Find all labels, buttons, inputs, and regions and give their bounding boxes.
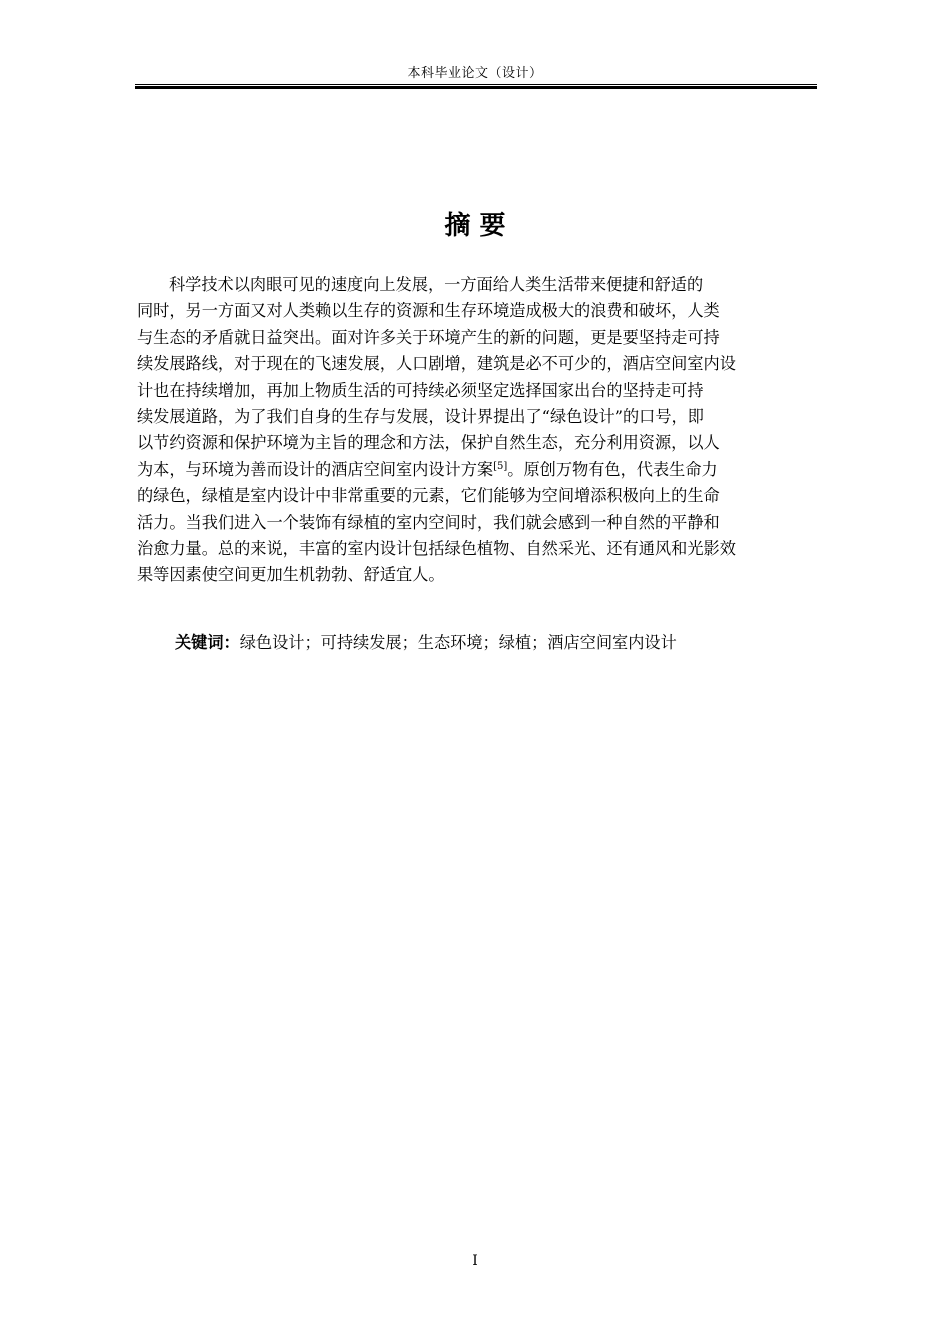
abstract-line: 续发展道路，为了我们自身的生存与发展，设计界提出了“绿色设计”的口号，即 <box>137 407 704 427</box>
abstract-body <box>137 272 817 589</box>
abstract-line: 续发展路线，对于现在的飞速发展，人口剧增，建筑是必不可少的，酒店空间室内设 <box>137 354 736 374</box>
keywords-value: 绿色设计；可持续发展；生态环境；绿植；酒店空间室内设计 <box>239 633 677 652</box>
abstract-line-with-citation <box>137 457 817 483</box>
keywords-label: 关键词： <box>175 633 240 652</box>
citation-marker: [5] <box>493 460 508 472</box>
abstract-line-text: 为本，与环境为善而设计的酒店空间室内设计方案 <box>137 459 494 479</box>
abstract-line: 计也在持续增加，再加上物质生活的可持续必须坚定选择国家出台的坚持走可持 <box>137 380 704 400</box>
abstract-line: 活力。当我们进入一个装饰有绿植的室内空间时，我们就会感到一种自然的平静和 <box>137 512 720 532</box>
abstract-line: 科学技术以肉眼可见的速度向上发展，一方面给人类生活带来便捷和舒适的 <box>169 275 704 294</box>
abstract-line: 果等因素使空间更加生机勃勃、舒适宜人。 <box>137 565 445 585</box>
abstract-line: 同时，另一方面又对人类赖以生存的资源和生存环境造成极大的浪费和破坏，人类 <box>137 301 720 321</box>
abstract-line: 治愈力量。总的来说，丰富的室内设计包括绿色植物、自然采光、还有通风和光影效 <box>137 539 736 559</box>
abstract-line-tail: 。原创万物有色，代表生命力 <box>507 459 718 479</box>
abstract-line: 与生态的矛盾就日益突出。面对许多关于环境产生的新的问题，更是要坚持走可持 <box>137 327 720 347</box>
running-header: 本科毕业论文（设计） <box>407 66 543 81</box>
page-number: I <box>472 1253 478 1269</box>
header-rule-thin <box>135 84 817 85</box>
abstract-line: 的绿色，绿植是室内设计中非常重要的元素，它们能够为空间增添积极向上的生命 <box>137 486 720 506</box>
header-rule-thick <box>135 86 817 89</box>
keywords-line <box>175 630 677 656</box>
abstract-title: 摘 要 <box>444 211 506 241</box>
abstract-line: 以节约资源和保护环境为主旨的理念和方法，保护自然生态，充分利用资源，以人 <box>137 433 720 453</box>
